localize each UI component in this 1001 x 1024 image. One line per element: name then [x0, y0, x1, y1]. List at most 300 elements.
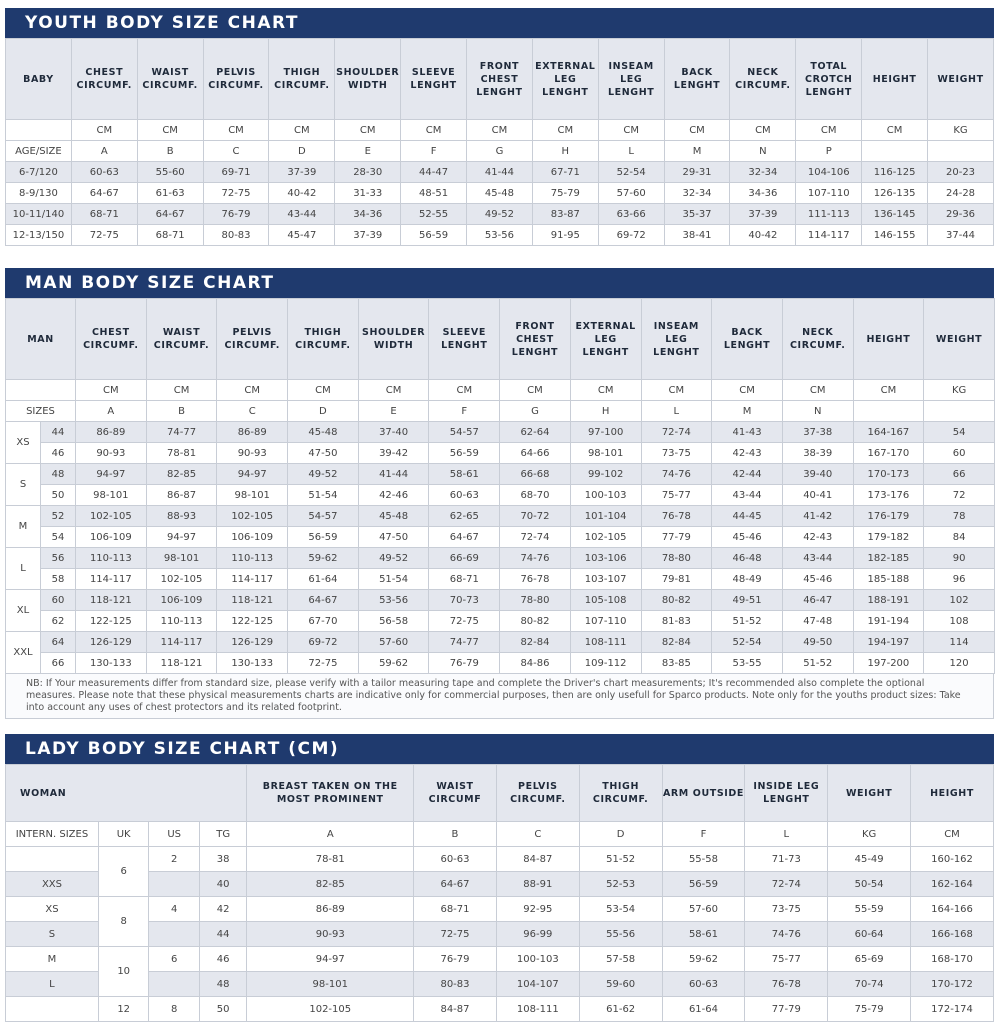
unit-cell: CM	[288, 380, 359, 401]
lady-table	[5, 764, 994, 1022]
corner-header: BABY	[6, 39, 72, 120]
table-cell: 96	[924, 569, 995, 590]
table-cell: 58-61	[429, 464, 500, 485]
column-header: HEIGHT	[853, 299, 924, 380]
lady-size-chart	[5, 734, 994, 1022]
table-cell: 49-50	[782, 632, 853, 653]
table-cell: 68-70	[500, 485, 571, 506]
table-cell: 98-101	[570, 443, 641, 464]
size-number-cell: 48	[41, 464, 76, 485]
table-cell: 64-67	[414, 872, 497, 897]
table-row	[6, 611, 995, 632]
sub-header-cell: US	[149, 822, 200, 847]
table-cell: 126-135	[862, 183, 928, 204]
table-cell: 176-179	[853, 506, 924, 527]
size-number-cell: 54	[41, 527, 76, 548]
letter-cell: H	[570, 401, 641, 422]
letters-label: SIZES	[6, 401, 76, 422]
table-cell: 82-85	[146, 464, 217, 485]
table-cell: 75-77	[745, 947, 828, 972]
table-cell: 78-80	[500, 590, 571, 611]
table-cell: 76-79	[429, 653, 500, 674]
table-cell: 77-79	[745, 997, 828, 1022]
table-cell: 64-67	[137, 204, 203, 225]
size-group-cell: S	[6, 464, 41, 506]
letter-cell: A	[71, 141, 137, 162]
table-cell: 194-197	[853, 632, 924, 653]
table-cell: 98-101	[217, 485, 288, 506]
youth-table	[5, 38, 994, 246]
column-header: PELVIS CIRCUMF.	[203, 39, 269, 120]
table-cell: 83-85	[641, 653, 712, 674]
table-cell: 49-52	[288, 464, 359, 485]
column-header: HEIGHT	[862, 39, 928, 120]
table-cell: 42-43	[712, 443, 783, 464]
table-cell: 88-93	[146, 506, 217, 527]
table-cell: 99-102	[570, 464, 641, 485]
units-corner	[6, 380, 76, 401]
column-header: PELVIS CIRCUMF.	[217, 299, 288, 380]
table-cell: 103-106	[570, 548, 641, 569]
letter-cell: A	[247, 822, 414, 847]
table-cell: 51-52	[579, 847, 662, 872]
size-number-cell: 60	[41, 590, 76, 611]
table-cell: 54	[924, 422, 995, 443]
table-row	[6, 922, 994, 947]
table-cell: 72-74	[745, 872, 828, 897]
intern-size-cell	[6, 847, 99, 872]
table-cell: 182-185	[853, 548, 924, 569]
unit-cell: CM	[730, 120, 796, 141]
letter-cell: P	[796, 141, 862, 162]
table-cell: 167-170	[853, 443, 924, 464]
column-header: BREAST TAKEN ON THE MOST PROMINENT	[247, 765, 414, 822]
unit-cell: CM	[429, 380, 500, 401]
table-cell: 40-41	[782, 485, 853, 506]
table-cell: 63-66	[598, 204, 664, 225]
table-cell: 126-129	[217, 632, 288, 653]
table-cell: 118-121	[146, 653, 217, 674]
table-cell: 57-60	[358, 632, 429, 653]
table-cell: 75-79	[532, 183, 598, 204]
table-cell: 106-109	[76, 527, 147, 548]
letter-cell: G	[467, 141, 533, 162]
table-cell: 56-59	[662, 872, 745, 897]
table-row	[6, 872, 994, 897]
letter-cell: B	[137, 141, 203, 162]
table-cell: 59-62	[662, 947, 745, 972]
table-cell: 46-48	[712, 548, 783, 569]
table-cell: 54-57	[429, 422, 500, 443]
table-cell: 104-107	[496, 972, 579, 997]
size-number-cell: 66	[41, 653, 76, 674]
us-size-cell: 6	[149, 947, 200, 972]
table-cell: 61-62	[579, 997, 662, 1022]
table-cell: 102-105	[76, 506, 147, 527]
table-cell: 74-77	[429, 632, 500, 653]
table-cell: 40-42	[730, 225, 796, 246]
column-header: SHOULDER WIDTH	[358, 299, 429, 380]
size-number-cell: 46	[41, 443, 76, 464]
table-row	[6, 590, 995, 611]
table-cell: 76-79	[203, 204, 269, 225]
column-header: EXTERNAL LEG LENGHT	[570, 299, 641, 380]
table-cell: 60-63	[414, 847, 497, 872]
table-cell: 94-97	[146, 527, 217, 548]
table-cell: 34-36	[335, 204, 401, 225]
table-cell: 62-64	[500, 422, 571, 443]
table-cell: 42-44	[712, 464, 783, 485]
column-header: BACK LENGHT	[664, 39, 730, 120]
table-cell: 52-55	[401, 204, 467, 225]
table-cell: 90-93	[76, 443, 147, 464]
table-cell: 53-56	[358, 590, 429, 611]
table-cell: 41-44	[358, 464, 429, 485]
table-cell: 24-28	[928, 183, 994, 204]
table-cell: 74-76	[500, 548, 571, 569]
table-cell: 51-54	[288, 485, 359, 506]
table-cell: 60-64	[828, 922, 911, 947]
table-cell: 98-101	[247, 972, 414, 997]
column-header: THIGH CIRCUMF.	[579, 765, 662, 822]
table-cell: 53-55	[712, 653, 783, 674]
size-chart-note: NB: If Your measurements differ from standard size, please verify with a tailor measuring tape and complete the Driver's chart measurements; It's recommended also complete the optional measures. Please note that these physical measurements charts are indicative only for commercial purposes, then are only usefull for Sparco products. Note only for the youths product sizes: Take into account any uses of chest protectors and its related footprint.	[5, 674, 994, 719]
intern-size-cell	[6, 997, 99, 1022]
table-cell: 86-87	[146, 485, 217, 506]
letter-cell: E	[335, 141, 401, 162]
table-cell: 130-133	[76, 653, 147, 674]
uk-size-cell: 6	[98, 847, 149, 897]
table-cell: 65-69	[828, 947, 911, 972]
table-row	[6, 443, 995, 464]
table-cell: 74-76	[745, 922, 828, 947]
table-cell: 64-67	[288, 590, 359, 611]
table-row	[6, 947, 994, 972]
letter-cell: L	[598, 141, 664, 162]
table-cell: 55-58	[662, 847, 745, 872]
table-cell: 102-105	[570, 527, 641, 548]
size-number-cell: 58	[41, 569, 76, 590]
table-cell: 67-71	[532, 162, 598, 183]
table-cell: 78-80	[641, 548, 712, 569]
tg-size-cell: 38	[199, 847, 246, 872]
size-number-cell: 52	[41, 506, 76, 527]
table-cell: 68-71	[414, 897, 497, 922]
table-cell: 76-78	[500, 569, 571, 590]
intern-size-cell: L	[6, 972, 99, 997]
table-cell: 102	[924, 590, 995, 611]
header-row	[6, 39, 994, 120]
lady-chart-title: LADY BODY SIZE CHART (CM)	[5, 734, 994, 764]
table-cell: 84	[924, 527, 995, 548]
size-cell: 12-13/150	[6, 225, 72, 246]
table-cell: 57-58	[579, 947, 662, 972]
table-row	[6, 632, 995, 653]
table-cell: 43-44	[782, 548, 853, 569]
table-cell: 39-40	[782, 464, 853, 485]
table-cell: 102-105	[146, 569, 217, 590]
table-cell: 118-121	[217, 590, 288, 611]
letter-cell: L	[745, 822, 828, 847]
letter-cell	[853, 401, 924, 422]
column-header: ARM OUTSIDE	[662, 765, 745, 822]
column-header: THIGH CIRCUMF.	[288, 299, 359, 380]
table-row	[6, 162, 994, 183]
letter-cell: N	[730, 141, 796, 162]
table-cell: 108	[924, 611, 995, 632]
unit-cell: CM	[796, 120, 862, 141]
column-header: BACK LENGHT	[712, 299, 783, 380]
letters-row	[6, 141, 994, 162]
table-cell: 52-54	[598, 162, 664, 183]
table-cell: 45-47	[269, 225, 335, 246]
unit-cell: KG	[924, 380, 995, 401]
letter-cell: H	[532, 141, 598, 162]
unit-cell: CM	[570, 380, 641, 401]
column-header: SLEEVE LENGHT	[429, 299, 500, 380]
table-cell: 108-111	[570, 632, 641, 653]
man-table	[5, 298, 995, 674]
table-cell: 50-54	[828, 872, 911, 897]
table-row	[6, 225, 994, 246]
unit-cell: CM	[532, 120, 598, 141]
table-cell: 110-113	[217, 548, 288, 569]
table-cell: 37-44	[928, 225, 994, 246]
column-header: WAIST CIRCUMF.	[146, 299, 217, 380]
column-header: THIGH CIRCUMF.	[269, 39, 335, 120]
table-cell: 59-60	[579, 972, 662, 997]
table-cell: 160-162	[911, 847, 994, 872]
table-cell: 114-117	[217, 569, 288, 590]
table-cell: 70-73	[429, 590, 500, 611]
table-cell: 45-49	[828, 847, 911, 872]
table-cell: 38-39	[782, 443, 853, 464]
unit-cell: CM	[401, 120, 467, 141]
table-cell: 55-60	[137, 162, 203, 183]
man-chart-title: MAN BODY SIZE CHART	[5, 268, 994, 298]
table-cell: 130-133	[217, 653, 288, 674]
table-cell: 164-167	[853, 422, 924, 443]
unit-cell: CM	[137, 120, 203, 141]
letter-cell: A	[76, 401, 147, 422]
table-cell: 101-104	[570, 506, 641, 527]
table-cell: 72-75	[414, 922, 497, 947]
table-cell: 170-172	[911, 972, 994, 997]
table-cell: 55-59	[828, 897, 911, 922]
table-cell: 44-45	[712, 506, 783, 527]
table-cell: 76-78	[641, 506, 712, 527]
units-row	[6, 120, 994, 141]
letter-cell: M	[664, 141, 730, 162]
column-header: SLEEVE LENGHT	[401, 39, 467, 120]
table-cell: 29-31	[664, 162, 730, 183]
table-cell: 94-97	[247, 947, 414, 972]
table-cell: 56-59	[429, 443, 500, 464]
table-cell: 42-46	[358, 485, 429, 506]
table-cell: 106-109	[146, 590, 217, 611]
sub-header-cell: UK	[98, 822, 149, 847]
table-cell: 114-117	[146, 632, 217, 653]
table-cell: 88-91	[496, 872, 579, 897]
sub-header-row	[6, 822, 994, 847]
table-cell: 107-110	[796, 183, 862, 204]
table-cell: 47-50	[288, 443, 359, 464]
unit-cell: CM	[641, 380, 712, 401]
table-cell: 52-54	[712, 632, 783, 653]
table-cell: 72	[924, 485, 995, 506]
size-number-cell: 64	[41, 632, 76, 653]
table-cell: 122-125	[76, 611, 147, 632]
unit-cell: CM	[853, 380, 924, 401]
table-cell: 68-71	[429, 569, 500, 590]
table-cell: 172-174	[911, 997, 994, 1022]
table-cell: 109-112	[570, 653, 641, 674]
table-cell: 37-39	[730, 204, 796, 225]
letters-row	[6, 401, 995, 422]
size-number-cell: 50	[41, 485, 76, 506]
table-cell: 170-173	[853, 464, 924, 485]
table-cell: 98-101	[146, 548, 217, 569]
table-cell: 114-117	[796, 225, 862, 246]
table-cell: 73-75	[641, 443, 712, 464]
intern-size-cell: XXS	[6, 872, 99, 897]
table-cell: 37-39	[269, 162, 335, 183]
letter-cell: E	[358, 401, 429, 422]
table-cell: 61-64	[662, 997, 745, 1022]
table-cell: 45-48	[288, 422, 359, 443]
table-row	[6, 847, 994, 872]
uk-size-cell: 12	[98, 997, 149, 1022]
unit-cell: CM	[862, 120, 928, 141]
letter-cell: D	[579, 822, 662, 847]
tg-size-cell: 50	[199, 997, 246, 1022]
table-cell: 64-66	[500, 443, 571, 464]
size-number-cell: 56	[41, 548, 76, 569]
table-row	[6, 548, 995, 569]
table-cell: 59-62	[358, 653, 429, 674]
column-header: CHEST CIRCUMF.	[71, 39, 137, 120]
table-row	[6, 653, 995, 674]
letter-cell: C	[203, 141, 269, 162]
table-cell: 102-105	[247, 997, 414, 1022]
unit-cell: CM	[664, 120, 730, 141]
table-cell: 72-74	[500, 527, 571, 548]
column-header: INSEAM LEG LENGHT	[641, 299, 712, 380]
table-cell: 97-100	[570, 422, 641, 443]
table-cell: 76-79	[414, 947, 497, 972]
table-cell: 92-95	[496, 897, 579, 922]
table-row	[6, 422, 995, 443]
table-cell: 60-63	[71, 162, 137, 183]
table-cell: 71-73	[745, 847, 828, 872]
table-cell: 43-44	[269, 204, 335, 225]
column-header: NECK CIRCUMF.	[730, 39, 796, 120]
table-cell: 66	[924, 464, 995, 485]
unit-cell: CM	[358, 380, 429, 401]
table-cell: 108-111	[496, 997, 579, 1022]
table-cell: 94-97	[76, 464, 147, 485]
table-cell: 74-77	[146, 422, 217, 443]
table-cell: 66-69	[429, 548, 500, 569]
letter-cell: N	[782, 401, 853, 422]
table-cell: 40-42	[269, 183, 335, 204]
table-cell: 64-67	[429, 527, 500, 548]
size-number-cell: 44	[41, 422, 76, 443]
unit-cell: CM	[71, 120, 137, 141]
size-cell: 6-7/120	[6, 162, 72, 183]
letter-cell: CM	[911, 822, 994, 847]
table-cell: 90-93	[247, 922, 414, 947]
intern-size-cell: M	[6, 947, 99, 972]
us-size-cell: 8	[149, 997, 200, 1022]
letter-cell: F	[401, 141, 467, 162]
table-cell: 68-71	[137, 225, 203, 246]
units-row	[6, 380, 995, 401]
table-cell: 96-99	[496, 922, 579, 947]
table-cell: 31-33	[335, 183, 401, 204]
table-cell: 53-56	[467, 225, 533, 246]
table-cell: 56-59	[288, 527, 359, 548]
letter-cell: D	[269, 141, 335, 162]
table-cell: 47-48	[782, 611, 853, 632]
table-cell: 105-108	[570, 590, 641, 611]
table-cell: 69-72	[598, 225, 664, 246]
table-cell: 72-74	[641, 422, 712, 443]
table-cell: 80-83	[414, 972, 497, 997]
table-cell: 118-121	[76, 590, 147, 611]
table-cell: 74-76	[641, 464, 712, 485]
table-cell: 37-40	[358, 422, 429, 443]
table-cell: 67-70	[288, 611, 359, 632]
tg-size-cell: 40	[199, 872, 246, 897]
table-cell: 103-107	[570, 569, 641, 590]
table-cell: 29-36	[928, 204, 994, 225]
table-cell: 82-84	[500, 632, 571, 653]
size-group-cell: XL	[6, 590, 41, 632]
table-cell: 61-63	[137, 183, 203, 204]
table-row	[6, 464, 995, 485]
us-size-cell: 2	[149, 847, 200, 872]
table-cell: 48-51	[401, 183, 467, 204]
table-cell: 110-113	[146, 611, 217, 632]
table-cell: 60-63	[662, 972, 745, 997]
table-cell: 45-48	[358, 506, 429, 527]
column-header: WEIGHT	[828, 765, 911, 822]
corner-header: WOMAN	[6, 765, 247, 822]
table-cell: 32-34	[730, 162, 796, 183]
column-header: PELVIS CIRCUMF.	[496, 765, 579, 822]
size-group-cell: XXL	[6, 632, 41, 674]
table-cell: 104-106	[796, 162, 862, 183]
table-cell: 56-58	[358, 611, 429, 632]
letter-cell	[862, 141, 928, 162]
table-cell: 57-60	[598, 183, 664, 204]
unit-cell: CM	[500, 380, 571, 401]
table-cell: 90	[924, 548, 995, 569]
column-header: WEIGHT	[924, 299, 995, 380]
unit-cell: KG	[928, 120, 994, 141]
table-cell: 173-176	[853, 485, 924, 506]
table-cell: 111-113	[796, 204, 862, 225]
letter-cell: M	[712, 401, 783, 422]
table-cell: 76-78	[745, 972, 828, 997]
table-cell: 43-44	[712, 485, 783, 506]
table-row	[6, 569, 995, 590]
table-row	[6, 997, 994, 1022]
man-size-chart	[5, 268, 994, 719]
table-cell: 86-89	[247, 897, 414, 922]
table-cell: 60	[924, 443, 995, 464]
